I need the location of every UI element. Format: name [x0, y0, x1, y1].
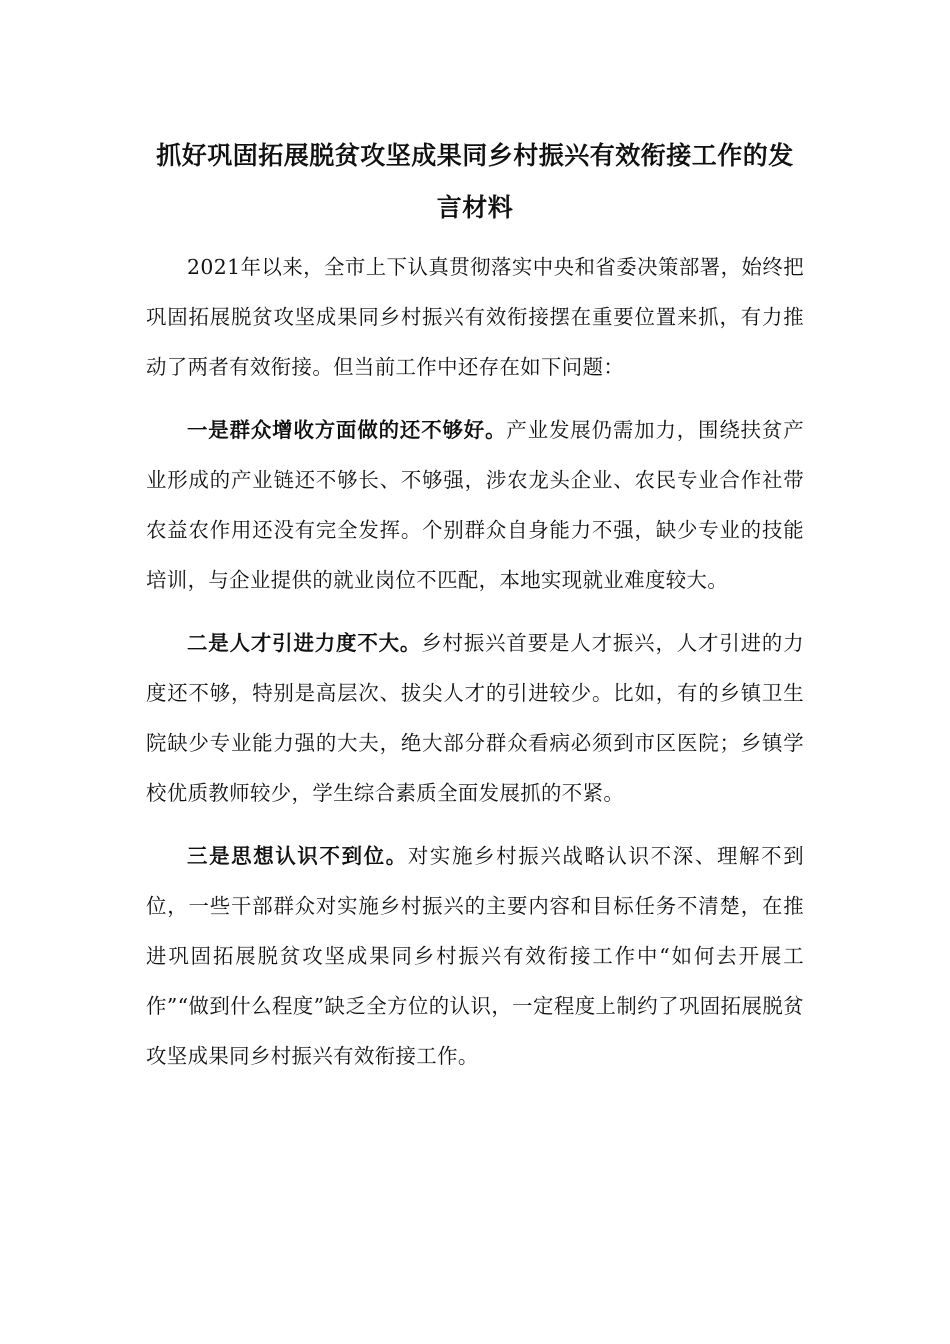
problem-paragraph-1 — [146, 405, 804, 605]
title-line-1: 抓好巩固拓展脱贫攻坚成果同乡村振兴有效衔接工作的发 — [156, 141, 794, 170]
problem-3-text: 对实施乡村振兴战略认识不深、理解不到位，一些干部群众对实施乡村振兴的主要内容和目标任务不清楚，在推进巩固拓展脱贫攻坚成果同乡村振兴有效衔接工作中“如何去开展工作”“做到什么程度”缺乏全方位的认识，一定程度上制约了巩固拓展脱贫攻坚成果同乡村振兴有效衔接工作。 — [146, 844, 805, 1068]
problem-paragraph-3 — [146, 831, 804, 1081]
intro-paragraph: 2021年以来，全市上下认真贯彻落实中央和省委决策部署，始终把巩固拓展脱贫攻坚成果同乡村振兴有效衔接摆在重要位置来抓，有力推动了两者有效衔接。但当前工作中还存在如下问题： — [146, 255, 804, 379]
problem-2-text: 乡村振兴首要是人才振兴，人才引进的力度还不够，特别是高层次、拔尖人才的引进较少。比如，有的乡镇卫生院缺少专业能力强的大夫，绝大部分群众看病必须到市区医院；乡镇学校优质教师较少，学生综合素质全面发展抓的不紧。 — [146, 631, 805, 805]
problem-2-heading: 二是人才引进力度不大。 — [187, 631, 422, 655]
document-title — [140, 130, 810, 234]
problem-1-heading: 一是群众增收方面做的还不够好。 — [187, 418, 507, 442]
problem-1-text: 产业发展仍需加力，围绕扶贫产业形成的产业链还不够长、不够强，涉农龙头企业、农民专业合作社带农益农作用还没有完全发挥。个别群众自身能力不强，缺少专业的技能培训，与企业提供的就业岗位不匹配，本地实现就业难度较大。 — [146, 418, 805, 592]
title-line-2: 言材料 — [436, 193, 514, 222]
document-body — [146, 242, 804, 1094]
problem-paragraph-2 — [146, 618, 804, 818]
problem-3-heading: 三是思想认识不到位。 — [187, 844, 408, 868]
